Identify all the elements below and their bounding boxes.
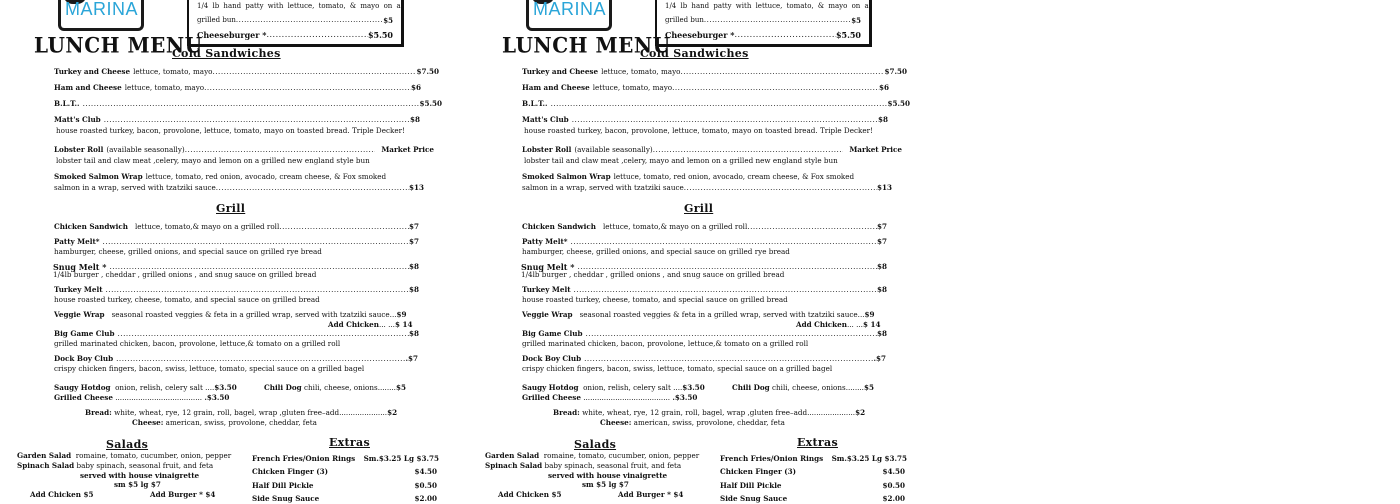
cold-sandwiches-heading: Cold Sandwiches <box>172 47 281 60</box>
menu-page <box>12 0 452 503</box>
burger-row <box>197 16 393 25</box>
extras-heading: Extras <box>797 436 838 449</box>
grilled-cheese: Grilled Cheese ...................................... .$3.50 <box>54 393 230 402</box>
item-detail: crispy chicken fingers, bacon, swiss, lettuce, tomato, special sauce on a grilled bagel <box>522 364 833 373</box>
grilled-cheese: Grilled Cheese ...................................... .$3.50 <box>522 393 698 402</box>
menu-item: Matt's Club ..... $8 <box>522 115 888 125</box>
salads-heading: Salads <box>106 438 149 451</box>
salad-add-chicken: Add Chicken $5 <box>498 490 562 499</box>
menu-item: B.L.T.. ..... $5.50 <box>54 99 442 109</box>
item-detail: lobster tail and claw meat ,celery, mayo and lemon on a grilled new england style bun <box>56 156 370 165</box>
garden-salad: Garden Salad romaine, tomato, cucumber, onion, pepper <box>17 451 232 460</box>
menu-item: Big Game Club ..... $8 <box>522 329 887 339</box>
menu-item: Snug Melt * ..... $8 <box>521 262 887 272</box>
menu-item: Patty Melt* ..... $7 <box>54 237 419 247</box>
item-detail: 1/4lb burger , cheddar , grilled onions , and snug sauce on grilled bread <box>53 270 317 279</box>
menu-item: Ham and Cheese lettuce, tomato, mayo ..... $6 <box>522 83 889 93</box>
menu-item: Matt's Club ..... $8 <box>54 115 420 125</box>
menu-item: Snug Melt * ..... $8 <box>53 262 419 272</box>
salad-add-burger: Add Burger * $4 <box>618 490 684 499</box>
logo-marina-text: MARINA <box>65 0 139 19</box>
menu-item: Dock Boy Club ..... .$7 <box>54 354 418 364</box>
menu-item: Lobster Roll (available seasonally) ..... Market Price <box>522 145 902 155</box>
grill-heading: Grill <box>684 202 714 215</box>
harbor-marina-logo <box>526 0 612 31</box>
cheeseburger-price: $5.50 <box>835 30 861 40</box>
cold-sandwiches-heading: Cold Sandwiches <box>640 47 749 60</box>
cheeseburger-row <box>665 30 861 40</box>
grill-heading: Grill <box>216 202 246 215</box>
menu-item-cont: salmon in a wrap, served with tzatziki sauce ..... $13 <box>522 183 892 193</box>
extras-item: Side Snug Sauce $2.00 <box>720 494 905 503</box>
saugy-hotdog: Saugy Hotdog onion, relish, celery salt ....$3.50 <box>54 383 237 392</box>
salad-add-chicken: Add Chicken $5 <box>30 490 94 499</box>
veggie-wrap-addon: Add Chicken... ...$ 14 <box>796 320 881 329</box>
menu-item: Turkey and Cheese lettuce, tomato, mayo ..... $7.50 <box>54 67 439 77</box>
chili-dog: Chili Dog chili, cheese, onions........$5 <box>264 383 406 392</box>
menu-page <box>480 0 920 503</box>
item-detail: crispy chicken fingers, bacon, swiss, lettuce, tomato, special sauce on a grilled bagel <box>54 364 365 373</box>
burger-box <box>655 0 871 46</box>
salad-dressing-note: served with house vinaigrette <box>80 471 200 480</box>
item-detail: house roasted turkey, bacon, provolone, lettuce, tomato, mayo on toasted bread. Triple Decker! <box>56 126 405 135</box>
page-title: LUNCH MENU <box>34 32 203 58</box>
item-detail: house roasted turkey, cheese, tomato, and special sauce on grilled bread <box>54 295 320 304</box>
item-detail: hamburger, cheese, grilled onions, and special sauce on grilled rye bread <box>54 247 322 256</box>
cheeseburger-price: $5.50 <box>367 30 393 40</box>
item-detail: lobster tail and claw meat ,celery, mayo and lemon on a grilled new england style bun <box>524 156 838 165</box>
item-detail: house roasted turkey, bacon, provolone, lettuce, tomato, mayo on toasted bread. Triple Decker! <box>524 126 873 135</box>
page-title: LUNCH MENU <box>502 32 671 58</box>
harbor-marina-logo <box>58 0 144 31</box>
extras-item: Chicken Finger (3) $4.50 <box>720 467 905 476</box>
burger-desc: 1/4 lb hand patty with lettuce, tomato, & mayo on a <box>197 2 401 10</box>
cheeseburger-row <box>197 30 393 40</box>
burger-row <box>665 16 861 25</box>
extras-item: Half Dill Pickle $0.50 <box>252 481 437 490</box>
item-detail: house roasted turkey, cheese, tomato, and special sauce on grilled bread <box>522 295 788 304</box>
burger-label: grilled bun <box>665 16 704 24</box>
menu-item: Turkey and Cheese lettuce, tomato, mayo ..... $7.50 <box>522 67 907 77</box>
menu-item: Turkey Melt ..... $8 <box>522 285 887 295</box>
extras-item: French Fries/Onion Rings Sm.$3.25 Lg $3.75 <box>720 454 907 463</box>
salads-heading: Salads <box>574 438 617 451</box>
saugy-hotdog: Saugy Hotdog onion, relish, celery salt ....$3.50 <box>522 383 705 392</box>
garden-salad: Garden Salad romaine, tomato, cucumber, onion, pepper <box>485 451 700 460</box>
item-detail: grilled marinated chicken, bacon, provolone, lettuce,& tomato on a grilled roll <box>522 339 809 348</box>
burger-desc: 1/4 lb hand patty with lettuce, tomato, & mayo on a <box>665 2 869 10</box>
menu-item: Smoked Salmon Wrap lettuce, tomato, red onion, avocado, cream cheese, & Fox smoked <box>522 172 855 181</box>
burger-price: $5 <box>851 16 861 25</box>
menu-item: Smoked Salmon Wrap lettuce, tomato, red onion, avocado, cream cheese, & Fox smoked <box>54 172 387 181</box>
cheeseburger-label: Cheeseburger * <box>665 30 735 40</box>
chili-dog: Chili Dog chili, cheese, onions........$5 <box>732 383 874 392</box>
burger-price: $5 <box>383 16 393 25</box>
menu-item: Veggie Wrap seasonal roasted veggies & feta in a grilled wrap, served with tzatziki sauce ... $9 <box>54 310 407 319</box>
spinach-salad: Spinach Salad baby spinach, seasonal fruit, and feta <box>485 461 682 470</box>
extras-item: Chicken Finger (3) $4.50 <box>252 467 437 476</box>
extras-item: Half Dill Pickle $0.50 <box>720 481 905 490</box>
item-detail: 1/4lb burger , cheddar , grilled onions , and snug sauce on grilled bread <box>521 270 785 279</box>
salad-dressing-note: served with house vinaigrette <box>548 471 668 480</box>
cheeseburger-label: Cheeseburger * <box>197 30 267 40</box>
menu-item: Chicken Sandwich lettuce, tomato,& mayo on a grilled roll ..... $7 <box>54 222 419 232</box>
logo-marina-text: MARINA <box>533 0 607 19</box>
bread-options: Bread: white, wheat, rye, 12 grain, roll, bagel, wrap ,gluten free–add.....................$2 <box>85 408 398 417</box>
menu-item: B.L.T.. ..... $5.50 <box>522 99 910 109</box>
menu-item: Dock Boy Club ..... .$7 <box>522 354 886 364</box>
burger-box <box>187 0 403 46</box>
veggie-wrap-addon: Add Chicken... ...$ 14 <box>328 320 413 329</box>
extras-heading: Extras <box>329 436 370 449</box>
item-detail: grilled marinated chicken, bacon, provolone, lettuce,& tomato on a grilled roll <box>54 339 341 348</box>
menu-item: Veggie Wrap seasonal roasted veggies & feta in a grilled wrap, served with tzatziki sauce ... $9 <box>522 310 875 319</box>
burger-label: grilled bun <box>197 16 236 24</box>
menu-item: Big Game Club ..... $8 <box>54 329 419 339</box>
item-detail: hamburger, cheese, grilled onions, and special sauce on grilled rye bread <box>522 247 790 256</box>
spinach-salad: Spinach Salad baby spinach, seasonal fruit, and feta <box>17 461 214 470</box>
menu-item: Lobster Roll (available seasonally) ..... Market Price <box>54 145 434 155</box>
salad-sizes: sm $5 lg $7 <box>582 480 629 489</box>
menu-item: Turkey Melt ..... $8 <box>54 285 419 295</box>
menu-item: Chicken Sandwich lettuce, tomato,& mayo on a grilled roll ..... $7 <box>522 222 887 232</box>
cheese-options: Cheese: american, swiss, provolone, cheddar, feta <box>132 418 317 427</box>
salad-add-burger: Add Burger * $4 <box>150 490 216 499</box>
cheese-options: Cheese: american, swiss, provolone, cheddar, feta <box>600 418 785 427</box>
menu-item-cont: salmon in a wrap, served with tzatziki sauce ..... $13 <box>54 183 424 193</box>
extras-item: Side Snug Sauce $2.00 <box>252 494 437 503</box>
menu-item: Patty Melt* ..... $7 <box>522 237 887 247</box>
extras-item: French Fries/Onion Rings Sm.$3.25 Lg $3.75 <box>252 454 439 463</box>
salad-sizes: sm $5 lg $7 <box>114 480 161 489</box>
menu-item: Ham and Cheese lettuce, tomato, mayo ..... $6 <box>54 83 421 93</box>
bread-options: Bread: white, wheat, rye, 12 grain, roll, bagel, wrap ,gluten free–add.....................$2 <box>553 408 866 417</box>
